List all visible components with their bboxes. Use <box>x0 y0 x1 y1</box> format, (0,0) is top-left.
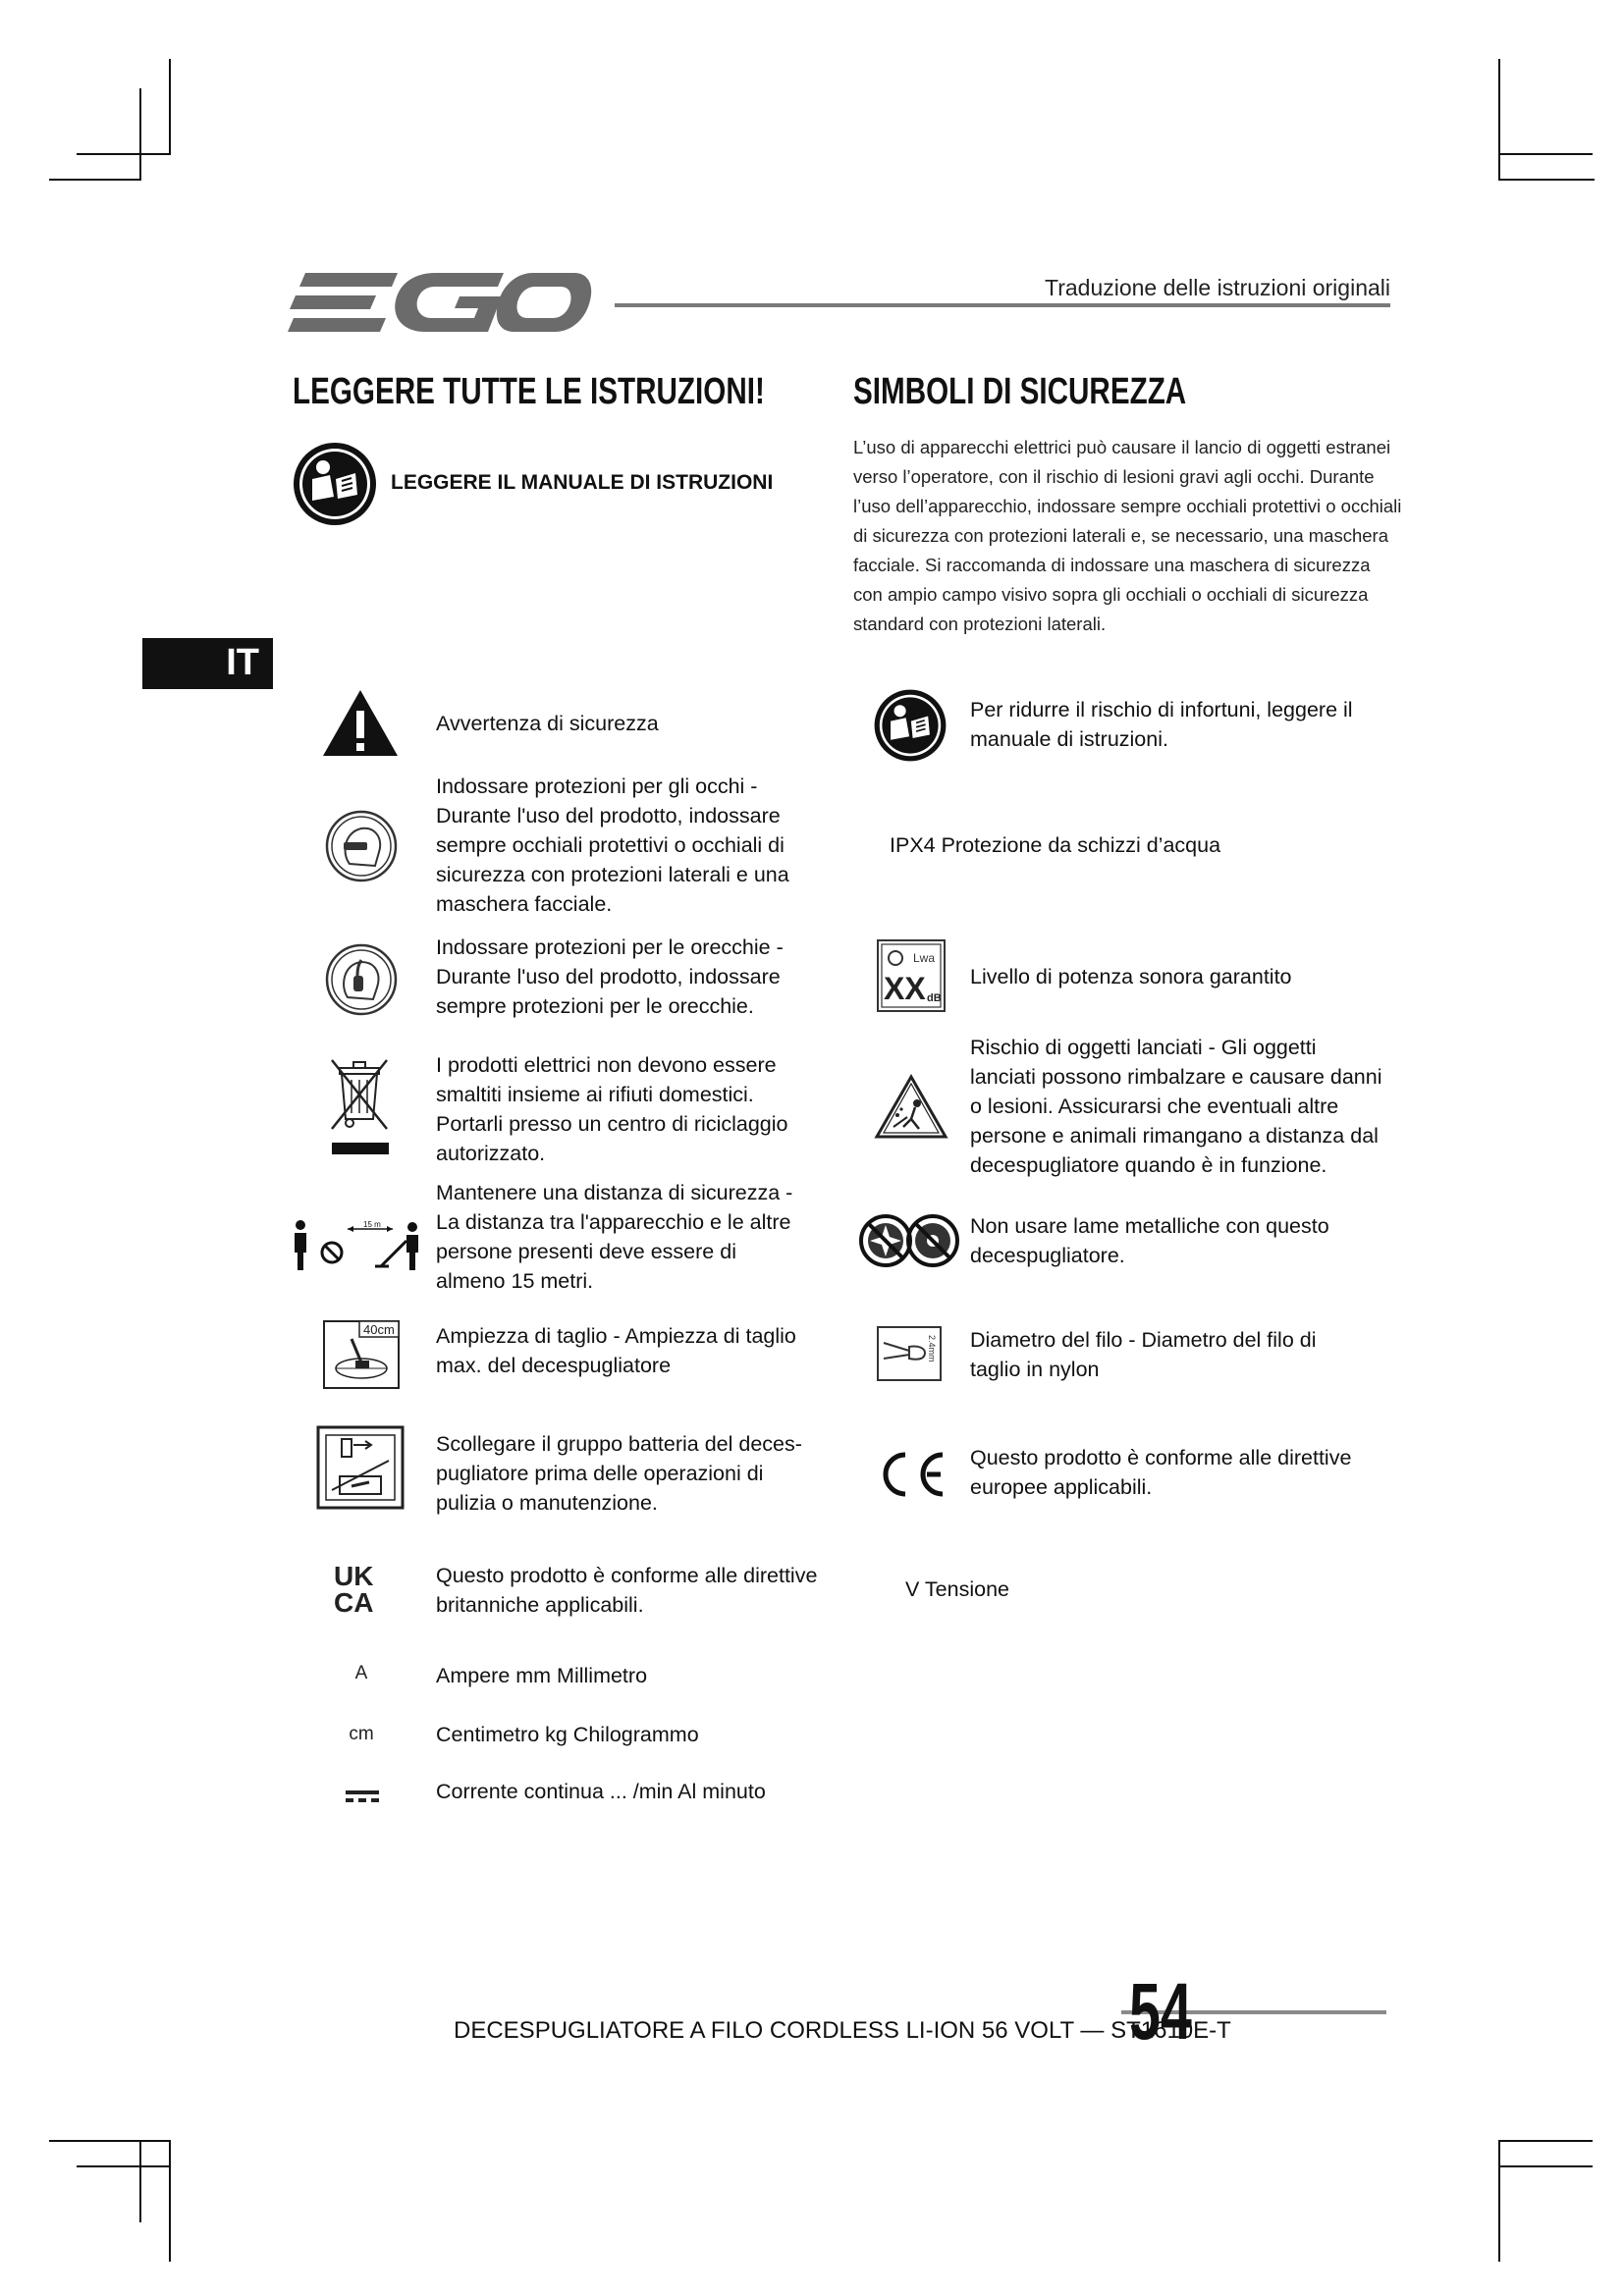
unit-text: Corrente continua ... /min Al minuto <box>436 1780 766 1803</box>
crop-mark <box>49 2140 171 2142</box>
right-heading: SIMBOLI DI SICUREZZA <box>853 371 1187 412</box>
remove-battery-icon <box>316 1425 405 1515</box>
header-rule <box>615 303 1390 307</box>
warning-triangle-icon <box>320 687 401 765</box>
crop-mark <box>1498 59 1500 181</box>
ego-logo <box>288 267 592 338</box>
intro-paragraph: L’uso di apparecchi elettrici può causare il lancio di oggetti estranei verso l’operatore, con il rischio di lesioni gravi agli occhi. Durante l’uso dell’apparecchio, indossare sempre occhiali protettivi o occhiali di sicurezza con protezioni laterali e, se necessario, una maschera facciale. Si raccomanda di indossare una maschera di sicurezza con ampio campo visivo sopra gli occhiali o occhiali di sicurezza standard con protezioni laterali. <box>853 437 1402 634</box>
symbol-text: Questo prodotto è conforme alle direttive europee applicabili. <box>970 1446 1352 1499</box>
crop-mark <box>77 153 171 155</box>
crop-mark <box>1498 153 1593 155</box>
language-tab <box>142 638 273 689</box>
no-metal-blades-icon <box>858 1211 960 1275</box>
symbol-text: Questo prodotto è conforme alle direttive britanniche applicabili. <box>436 1564 818 1617</box>
unit-symbol: A <box>354 1663 368 1683</box>
sound-power-icon <box>876 938 947 1018</box>
unit-symbol: cm <box>349 1724 374 1744</box>
symbol-text: I prodotti elettrici non devono essere smaltiti insieme ai rifiuti domestici. Portarli presso un centro di riciclaggio autorizzato. <box>436 1053 788 1165</box>
sound-db: dB <box>927 992 942 1004</box>
crossed-bin-icon <box>326 1056 393 1165</box>
left-heading: LEGGERE TUTTE LE ISTRUZIONI! <box>293 371 765 412</box>
unit-text: Centimetro kg Chilogrammo <box>436 1723 699 1746</box>
distance-label: 15 m <box>363 1220 381 1229</box>
symbol-text: Indossare protezioni per le orecchie - Durante l'uso del prodotto, indossare sempre protezioni per le orecchie. <box>436 935 784 1018</box>
symbol-text: Rischio di oggetti lanciati - Gli oggetti lanciati possono rimbalzare e causare danni o lesioni. Assicurarsi che eventuali altre persone e animali rimangano a distanza dal decespugliatore quando è in funzione. <box>970 1036 1382 1177</box>
crop-mark <box>1498 2165 1593 2167</box>
symbol-text: Avvertenza di sicurezza <box>436 712 659 735</box>
read-manual-icon <box>291 440 379 533</box>
read-manual-label: LEGGERE IL MANUALE DI ISTRUZIONI <box>391 471 774 494</box>
ear-protection-icon <box>324 942 399 1022</box>
crop-mark <box>139 2140 141 2222</box>
crop-mark <box>1498 2140 1593 2142</box>
ce-mark-icon <box>872 1447 950 1507</box>
crop-mark <box>169 2140 171 2262</box>
ukca-mark-icon <box>332 1561 387 1621</box>
symbol-text: Scollegare il gruppo batteria del deces-pugliatore prima delle operazioni di pulizia o manutenzione. <box>436 1432 802 1515</box>
thrown-objects-icon <box>874 1074 948 1146</box>
line-diameter-icon <box>876 1325 943 1387</box>
crop-mark <box>169 59 171 155</box>
unit-text: Ampere mm Millimetro <box>436 1664 648 1687</box>
crop-mark <box>1498 179 1595 181</box>
symbol-text: Per ridurre il rischio di infortuni, leggere il manuale di istruzioni. <box>970 698 1353 751</box>
read-manual-icon <box>872 687 948 769</box>
ukca-top: UK <box>334 1561 374 1591</box>
symbol-text: Non usare lame metalliche con questo decespugliatore. <box>970 1214 1329 1267</box>
safety-distance-icon <box>291 1217 428 1277</box>
eye-protection-icon <box>324 809 399 888</box>
symbol-text: Diametro del filo - Diametro del filo di taglio in nylon <box>970 1328 1317 1381</box>
header-subtitle: Traduzione delle istruzioni originali <box>1045 275 1390 300</box>
page-number: 54 <box>1129 1967 1192 2056</box>
crop-mark <box>1498 2140 1500 2262</box>
symbol-text: V Tensione <box>905 1577 1009 1601</box>
crop-mark <box>139 88 141 181</box>
sound-lwa: Lwa <box>913 951 936 965</box>
symbol-text: Mantenere una distanza di sicurezza - La distanza tra l'apparecchio e le altre persone presenti deve essere di almeno 15 metri. <box>436 1181 793 1293</box>
symbol-text: IPX4 Protezione da schizzi d’acqua <box>890 833 1221 857</box>
crop-mark <box>49 179 141 181</box>
sound-xx: XX <box>884 971 926 1006</box>
symbol-text: Livello di potenza sonora garantito <box>970 965 1292 988</box>
line-dia-label: 2.4mm <box>927 1335 937 1362</box>
cutting-width-icon <box>322 1319 401 1395</box>
ukca-bottom: CA <box>334 1587 374 1616</box>
crop-mark <box>77 2165 171 2167</box>
cutting-width-label: 40cm <box>363 1322 395 1337</box>
symbol-text: Ampiezza di taglio - Ampiezza di taglio max. del decespugliatore <box>436 1324 796 1377</box>
footer-title: DECESPUGLIATORE A FILO CORDLESS LI-ION 56 VOLT — ST1610E-T <box>454 2017 1231 2044</box>
language-tab-label: IT <box>226 642 259 683</box>
symbol-text: Indossare protezioni per gli occhi - Durante l'uso del prodotto, indossare sempre occhiali protettivi o occhiali di sicurezza con protezioni laterali e una maschera facciale. <box>436 774 789 916</box>
dc-symbol-icon <box>346 1789 379 1809</box>
